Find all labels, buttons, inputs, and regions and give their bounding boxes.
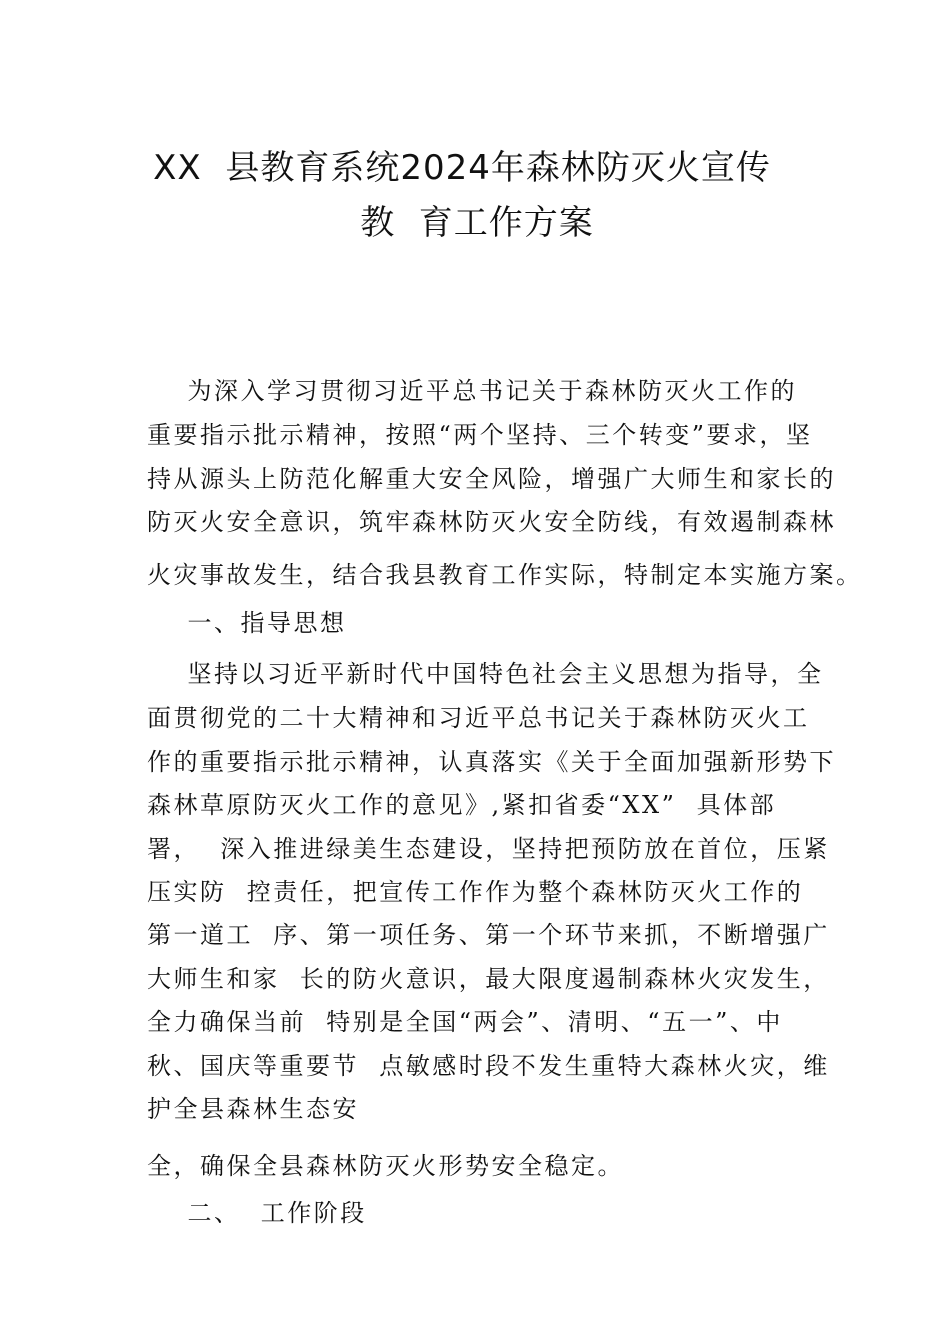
body-line: 全力确保当前 特别是全国“两会”、清明、“五一”、中 <box>147 1008 783 1036</box>
body-line: 作的重要指示批示精神，认真落实《关于全面加强新形势下 <box>147 748 836 776</box>
body-line: 压实防 控责任，把宣传工作作为整个森林防灭火工作的 <box>147 878 804 906</box>
body-line: 护全县森林生态安 <box>147 1095 359 1123</box>
body-line: 火灾事故发生，结合我县教育工作实际，特制定本实施方案。 <box>147 561 863 589</box>
body-line: 秋、国庆等重要节 点敏感时段不发生重特大森林火灾，维 <box>147 1052 830 1080</box>
body-line: 森林草原防灭火工作的意见》,紧扣省委“XX” 具体部 <box>147 791 777 819</box>
body-line: 持从源头上防范化解重大安全风险，增强广大师生和家长的 <box>147 465 836 493</box>
body-line: 署， 深入推进绿美生态建设，坚持把预防放在首位，压紧 <box>147 835 830 863</box>
document-title-line-2: 教 育工作方案 <box>360 203 594 243</box>
section-heading-guiding-ideology: 一、指导思想 <box>147 609 347 637</box>
document-title-line-1: XX 县教育系统2024年森林防灭火宣传 <box>153 148 771 188</box>
body-line: 大师生和家 长的防火意识，最大限度遏制森林火灾发生， <box>147 965 830 993</box>
body-line: 为深入学习贯彻习近平总书记关于森林防灭火工作的 <box>147 377 798 405</box>
section-heading-work-stages: 二、 工作阶段 <box>147 1199 367 1227</box>
body-line: 重要指示批示精神，按照“两个坚持、三个转变”要求，坚 <box>147 421 813 449</box>
body-line: 全，确保全县森林防灭火形势安全稳定。 <box>147 1152 624 1180</box>
body-line: 面贯彻党的二十大精神和习近平总书记关于森林防灭火工 <box>147 704 810 732</box>
body-line: 坚持以习近平新时代中国特色社会主义思想为指导，全 <box>147 660 824 688</box>
body-line: 第一道工 序、第一项任务、第一个环节来抓，不断增强广 <box>147 921 830 949</box>
body-line: 防灭火安全意识，筑牢森林防灭火安全防线，有效遏制森林 <box>147 508 836 536</box>
